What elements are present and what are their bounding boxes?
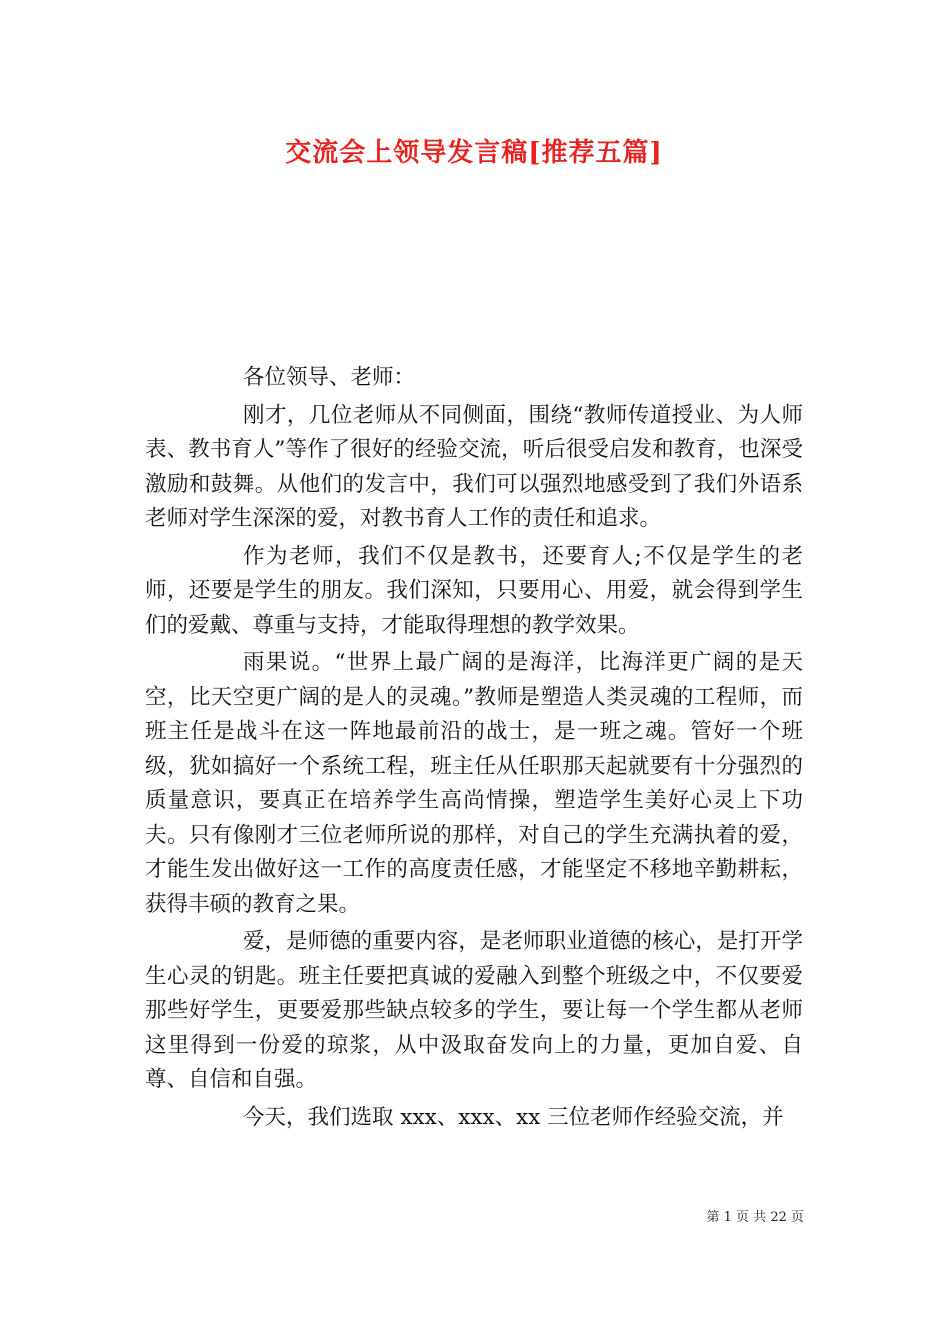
paragraph-4: 爱，是师德的重要内容，是老师职业道德的核心，是打开学生心灵的钥匙。班主任要把真诚的爱融入到整个班级之中，不仅要爱那些好学生，更要爱那些缺点较多的学生，要让每一个学生都从老师这里得到一份爱的琼浆，从中汲取奋发向上的力量，更加自爱、自尊、自信和自强。 xyxy=(145,929,803,1092)
paragraph-5: 今天，我们选取 xxx、xxx、xx 三位老师作经验交流，并 xyxy=(243,1104,784,1130)
page-number: 第 1 页 共 22 页 xyxy=(706,1210,804,1225)
document-title: 交流会上领导发言稿[推荐五篇] xyxy=(285,138,663,168)
paragraph-3: 雨果说。“世界上最广阔的是海洋，比海洋更广阔的是天空，比天空更广阔的是人的灵魂。”教师是塑造人类灵魂的工程师，而班主任是战斗在这一阵地最前沿的战士，是一班之魂。管好一个班级，犹如搞好一个系统工程，班主任从任职那天起就要有十分强烈的质量意识，要真正在培养学生高尚情操，塑造学生美好心灵上下功夫。只有像刚才三位老师所说的那样，对自己的学生充满执着的爱，才能生发出做好这一工作的高度责任感，才能坚定不移地辛勤耕耘，获得丰硕的教育之果。 xyxy=(145,650,803,917)
paragraph-2: 作为老师，我们不仅是教书，还要育人;不仅是学生的老师，还要是学生的朋友。我们深知，只要用心、用爱，就会得到学生们的爱戴、尊重与支持，才能取得理想的教学效果。 xyxy=(145,543,803,638)
paragraph-1: 刚才，几位老师从不同侧面，围绕“教师传道授业、为人师表、教书育人”等作了很好的经验交流，听后很受启发和教育，也深受激励和鼓舞。从他们的发言中，我们可以强烈地感受到了我们外语系老师对学生深深的爱，对教书育人工作的责任和追求。 xyxy=(145,402,803,531)
salutation: 各位领导、老师： xyxy=(243,365,416,390)
document-body xyxy=(145,361,803,1135)
